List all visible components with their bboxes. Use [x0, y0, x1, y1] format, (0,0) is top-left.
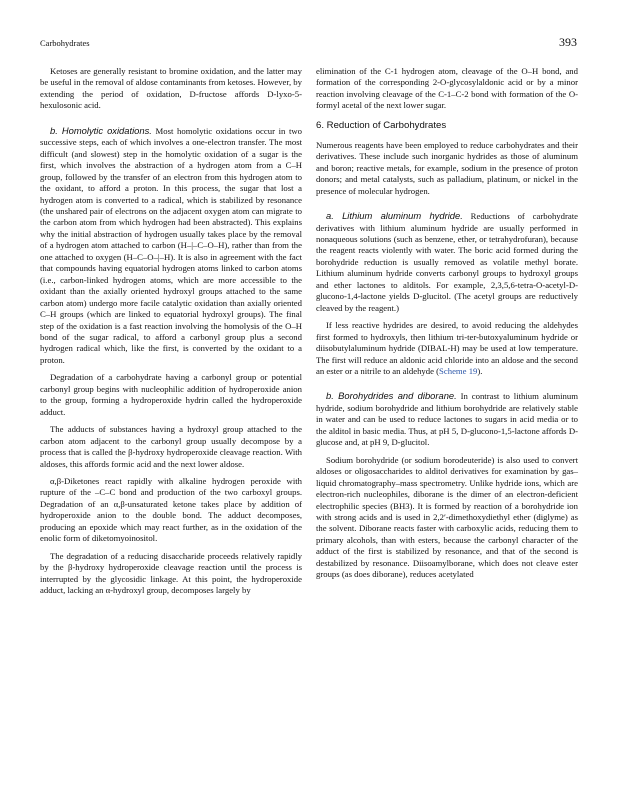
paragraph-lithium-aluminum-hydride [316, 210, 578, 314]
running-head: Carbohydrates [40, 38, 90, 48]
paragraph-elimination: elimination of the C-1 hydrogen atom, cleavage of the O–H bond, and formation of the corresponding 2-O-glycosylaldonic acid or by a minor reaction involving cleavage of the C-1–C-2 bond with formation of the O-formyl acetal of the next lower sugar. [316, 66, 578, 111]
subsection-heading-homolytic-oxidations: b. Homolytic oxidations. [50, 124, 152, 136]
page-number: 393 [559, 35, 577, 49]
page-header [40, 35, 577, 52]
paragraph-less-reactive-hydrides [316, 320, 578, 377]
paragraph-borohydrides [316, 390, 578, 448]
paragraph-text: In contrast to lithium aluminum hydride, sodium borohydride and lithium borohydride are relatively stable in water and can be used to reduce lactones to sugars in acid media or to the alditol in basic media. Thus, at pH 5, D-glucono-1,5-lactone affords D-glucose and, at pH 9, D-glucitol. [316, 391, 579, 448]
scheme-19-link[interactable]: Scheme 19 [439, 365, 478, 376]
paragraph-disaccharide: The degradation of a reducing disaccharide proceeds relatively rapidly by the β-hydroxy hydroperoxide cleavage reaction until the process is interrupted by the glycosidic linkage. At this point, the hydroperoxide adduct, lacking an α-hydroxyl group, decomposes largely by [40, 550, 302, 596]
section-heading-reduction: 6. Reduction of Carbohydrates [316, 119, 447, 131]
paragraph-text: Reductions of carbohydrate derivatives with lithium aluminum hydride are usually performed in nonaqueous solutions (such as benzene, ether, or tetrahydrofuran), because the reagent reacts violently with water. The boric acid formed during the borohydride reduction is usually removed as volatile methyl borate. Lithium aluminum hydride converts carbonyl groups to hydroxyl groups and ether lactones to alditols. For example, 2,3,5,6-tetra-O-acetyl-D-glucono-1,4-lactone yields D-glucitol. (The acetyl groups are reductively cleaved by the reagent.) [316, 211, 579, 313]
paragraph-text: Most homolytic oxidations occur in two successive steps, each of which involves a one-electron transfer. The most difficult (and slowest) step in the homolytic oxidation of a sugar is the first, which involves the abstraction of a hydrogen atom from a C–H group, followed by the transfer of an electron from this hydrogen atom to the oxidant, to afford a proton. In this process, the sugar that lost a hydrogen atom is converted to a radical, which is stabilized by resonance (the unshared pair of electrons on the adjacent oxygen atom can migrate to the carbon atom from which hydrogen had been abstracted). This explains why the initial abstraction of hydrogen usually takes place by the removal of a hydrogen atom attached to carbon (H–|–C–O–H), rather than from the one attached to oxygen (H–C–O–|–H). It is also in agreement with the fact that compounds having equatorial hydrogen atoms linked to carbon atoms (i.e., carbon-linked hydrogen atoms, which are more accessible to the oxidant than the axially oriented hydroxyl groups attached to the same carbon atom) undergo more facile catalytic oxidation than axially oriented C–H groups (which are linked to equatorial hydroxyl groups). The final step of the oxidation is a fast reaction involving the homolysis of the O–H bond of the sugar radical, to afford a carbonyl group plus a second hydrogen radical which, like the first, is converted by the oxidant to a proton. [40, 125, 302, 365]
paragraph-text-end: ). [477, 365, 483, 376]
paragraph-text: If less reactive hydrides are desired, to avoid reducing the aldehydes first formed to hydroxyls, then lithium tri-ter-butoxyaluminum hydride or diisobutylaluminum hydride (DIBAL-H) may be used at low temperature. The first will reduce an aldonic acid chloride into an aldose and the second an ester or a nitrile to an aldehyde ( [316, 320, 578, 376]
subsection-heading-borohydrides: b. Borohydrides and diborane. [326, 390, 457, 402]
paragraph-reagents: Numerous reagents have been employed to reduce carbohydrates and their derivatives. These include such inorganic hydrides as those of aluminum and boron; reactive metals, for example, sodium in the presence of proton donors; and metal catalysts, such as palladium, platinum, or nickel in the presence of molecular hydrogen. [316, 139, 578, 196]
paragraph-homolytic-oxidations [40, 125, 302, 367]
paragraph-diketones: α,β-Diketones react rapidly with alkaline hydrogen peroxide with rupture of the –C–C bond and production of the two carboxyl groups. Degradation of an α,β-unsaturated ketone takes place by addition of hydroperoxide anion to the double bond. The adduct decomposes, producing an epoxide which may react further, as in the oxidation of the enolic form of diketomyoinositol. [40, 475, 302, 544]
paragraph-adducts: The adducts of substances having a hydroxyl group attached to the carbon atom adjacent to the carbonyl group usually decompose by a process that is called the β-hydroxy hydroperoxide cleavage reaction. With aldoses, this affords formic acid and the next lower aldose. [40, 424, 302, 469]
paragraph-sodium-borohydride: Sodium borohydride (or sodium borodeuteride) is also used to convert aldoses or oligosaccharides to alditol derivatives for examination by gas–liquid chromatography–mass spectrometry. Unlike hydride ions, which are electron-rich nucleophiles, diborane is the dimer of an electron-deficient electrophilic species (BH3). It is formed by reaction of a borohydride ion with strong acids and is used in 2,2′-dimethoxydiethyl ether (diglyme) as the solvent. Diborane reacts faster with carboxylic acids, reducing them to primary alcohols, than with esters, because the carbonyl character of the adduct of the first is stabilized by resonance, and that of the second is destabilized by resonance. Diisoamylborane, which does not cleave ester groups (as does diborane), reduces acetylated [316, 454, 578, 580]
paragraph-degradation: Degradation of a carbohydrate having a carbonyl group or potential carbonyl group begins with nucleophilic addition of hydroperoxide anion to the group, forming a hydroperoxide hydrin called the hydroperoxide adduct. [40, 372, 302, 417]
paragraph-ketoses: Ketoses are generally resistant to bromine oxidation, and the latter may be useful in the removal of aldose contaminants from ketoses. However, by extending the period of oxidation, D-fructose affords D-lyxo-5-hexulosonic acid. [40, 66, 302, 111]
subsection-heading-lithium-aluminum-hydride: a. Lithium aluminum hydride. [326, 210, 463, 222]
left-column [40, 66, 302, 602]
right-column [316, 66, 578, 587]
